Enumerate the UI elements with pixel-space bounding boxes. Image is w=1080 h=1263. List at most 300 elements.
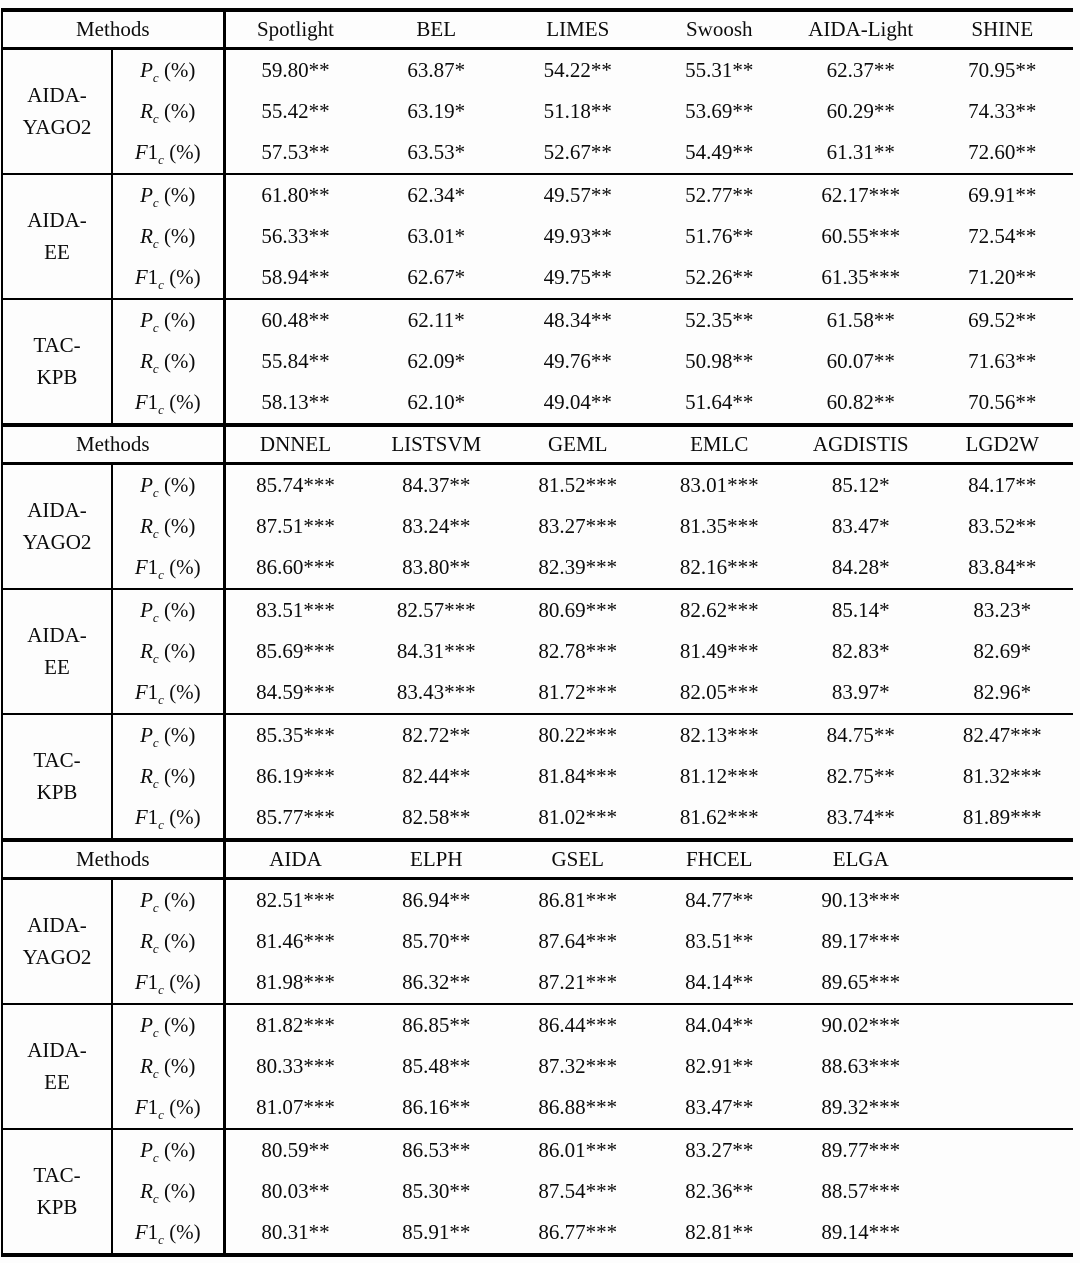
method-column-header: AIDA [224,840,366,879]
value-cell [932,879,1074,922]
metric-unit: (%) [163,970,201,994]
value-cell: 82.13*** [679,723,759,747]
metric-letter-plain: 1 [147,140,159,164]
metric-letter: P [140,723,153,747]
dataset-name-line: YAGO2 [22,944,92,969]
metric-subscript: c [152,1150,159,1166]
metric-unit: (%) [163,680,201,704]
metric-subscript: c [152,776,159,792]
value-cell: 54.22** [543,58,612,82]
metric-unit: (%) [158,308,196,332]
value-cell [932,1212,1074,1255]
value-cell: 69.52** [968,308,1037,332]
dataset-name-line: AIDA- [27,498,87,522]
metric-label-cell [112,1129,224,1171]
metric-letter-plain: 1 [147,1220,159,1244]
value-cell: 71.20** [968,265,1037,289]
metric-letter: P [140,888,153,912]
method-column-header: LGD2W [932,425,1074,464]
metric-letter: R [140,764,153,788]
metric-letter-plain: 1 [147,1095,159,1119]
value-cell: 84.28* [831,555,890,579]
value-cell [932,1087,1074,1129]
table-row [2,382,1073,423]
value-cell: 86.77*** [538,1220,618,1244]
metric-label-cell [112,756,224,797]
metric-unit: (%) [158,1179,196,1203]
value-cell: 49.04** [543,390,612,414]
value-cell: 81.72*** [538,680,618,704]
dataset-cell [2,1129,112,1255]
value-cell: 82.75** [826,764,895,788]
table-row [2,506,1073,547]
value-cell: 55.31** [685,58,754,82]
value-cell: 71.63** [968,349,1037,373]
value-cell: 80.03** [261,1179,330,1203]
dataset-cell [2,589,112,714]
dataset-name-line: EE [44,654,70,679]
value-cell: 82.44** [402,764,471,788]
value-cell: 84.31*** [396,639,476,663]
metric-unit: (%) [158,183,196,207]
metric-label-cell [112,382,224,423]
value-cell: 82.81** [685,1220,754,1244]
value-cell: 62.09* [407,349,466,373]
metric-label-cell [112,174,224,216]
table-row [2,91,1073,132]
methods-header-cell: Methods [2,840,224,879]
value-cell: 49.93** [543,224,612,248]
method-column-header: FHCEL [649,840,791,879]
value-cell: 83.84** [968,555,1037,579]
dataset-name-line: YAGO2 [22,114,92,139]
metric-unit: (%) [158,99,196,123]
dataset-name-line: AIDA- [27,1038,87,1062]
value-cell: 51.76** [685,224,754,248]
metric-letter: P [140,1013,153,1037]
value-cell: 82.39*** [538,555,618,579]
value-cell: 86.32** [402,970,471,994]
table-row [2,1046,1073,1087]
value-cell: 81.62*** [679,805,759,829]
metric-unit: (%) [158,224,196,248]
dataset-name-line: KPB [36,1194,78,1219]
table-row [2,49,1073,92]
metric-label-cell [112,1171,224,1212]
dataset-group [2,299,1073,423]
metric-subscript: c [152,900,159,916]
value-cell: 55.84** [261,349,330,373]
value-cell: 83.52** [968,514,1037,538]
value-cell: 62.17*** [821,183,901,207]
value-cell: 86.01*** [538,1138,618,1162]
value-cell: 83.51*** [256,598,335,622]
table-row [2,341,1073,382]
metric-unit: (%) [158,888,196,912]
metric-subscript: c [152,236,159,252]
table-row [2,797,1073,838]
value-cell: 81.52*** [538,473,618,497]
method-column-header: SHINE [932,10,1074,49]
value-cell: 83.47* [831,514,890,538]
metric-subscript: c [158,982,164,998]
method-column-header: LIMES [507,10,649,49]
value-cell: 88.57*** [821,1179,901,1203]
method-column-header: LISTSVM [366,425,508,464]
value-cell: 55.42** [261,99,330,123]
methods-header-cell: Methods [2,10,224,49]
value-cell: 89.77*** [821,1138,901,1162]
value-cell: 89.14*** [821,1220,901,1244]
value-cell: 83.23* [973,598,1032,622]
metric-label-cell [112,506,224,547]
metric-subscript: c [152,1025,159,1041]
value-cell: 85.69*** [256,639,335,663]
method-column-header: ELGA [790,840,932,879]
metric-unit: (%) [163,140,201,164]
value-cell: 84.37** [402,473,471,497]
value-cell: 86.19*** [256,764,335,788]
value-cell: 81.49*** [679,639,759,663]
value-cell: 62.10* [407,390,466,414]
dataset-group [2,464,1073,590]
metric-label-cell [112,49,224,92]
metric-subscript: c [152,195,159,211]
metric-unit: (%) [158,1138,196,1162]
value-cell: 80.69*** [538,598,618,622]
value-cell: 83.27*** [538,514,618,538]
metric-subscript: c [152,70,159,86]
value-cell: 62.37** [826,58,895,82]
dataset-cell [2,1004,112,1129]
metric-subscript: c [152,526,159,542]
value-cell: 82.47*** [962,723,1042,747]
value-cell: 87.21*** [538,970,618,994]
metric-unit: (%) [158,349,196,373]
metric-letter-plain: 1 [147,555,159,579]
metric-subscript: c [152,1191,159,1207]
value-cell: 52.26** [685,265,754,289]
metric-letter-plain: 1 [147,805,159,829]
metric-letter: F [134,1220,148,1244]
value-cell: 89.17*** [821,929,901,953]
value-cell [932,1046,1074,1087]
metric-label-cell [112,91,224,132]
table-row [2,257,1073,299]
value-cell: 81.84*** [538,764,618,788]
metric-label-cell [112,1087,224,1129]
metric-unit: (%) [163,555,201,579]
value-cell: 52.77** [685,183,754,207]
dataset-group [2,879,1073,1005]
value-cell: 85.12* [831,473,890,497]
metric-label-cell [112,589,224,631]
metric-subscript: c [152,361,159,377]
value-cell: 53.69** [685,99,754,123]
metric-label-cell [112,341,224,382]
dataset-group [2,174,1073,299]
metric-subscript: c [158,1107,164,1123]
metric-unit: (%) [163,1095,201,1119]
metric-label-cell [112,547,224,589]
value-cell: 85.91** [402,1220,471,1244]
value-cell: 81.46*** [256,929,335,953]
table-row [2,1171,1073,1212]
value-cell: 80.31** [261,1220,330,1244]
value-cell: 61.58** [826,308,895,332]
metric-subscript: c [158,277,164,293]
table-row [2,1004,1073,1046]
value-cell: 49.76** [543,349,612,373]
value-cell: 83.74** [826,805,895,829]
value-cell: 80.33*** [256,1054,335,1078]
value-cell: 84.14** [685,970,754,994]
metric-unit: (%) [163,1220,201,1244]
metric-letter: F [134,970,148,994]
metric-letter-plain: 1 [147,970,159,994]
value-cell: 82.83* [831,639,890,663]
metric-label-cell [112,132,224,174]
methods-header-cell: Methods [2,425,224,464]
value-cell: 87.54*** [538,1179,618,1203]
dataset-group [2,714,1073,838]
value-cell: 83.51** [685,929,754,953]
value-cell: 87.51*** [256,514,335,538]
value-cell: 60.29** [826,99,895,123]
value-cell: 82.62*** [679,598,759,622]
dataset-name-line: TAC- [33,748,81,772]
value-cell: 62.34* [407,183,466,207]
dataset-name-line: KPB [36,779,78,804]
dataset-group [2,589,1073,714]
value-cell: 69.91** [968,183,1037,207]
value-cell: 48.34** [543,308,612,332]
method-column-header: Swoosh [649,10,791,49]
value-cell: 60.48** [261,308,330,332]
metric-label-cell [112,962,224,1004]
value-cell: 74.33** [968,99,1037,123]
metric-letter: P [140,473,153,497]
value-cell: 86.44*** [538,1013,618,1037]
value-cell: 87.32*** [538,1054,618,1078]
value-cell: 90.02*** [821,1013,901,1037]
metric-label-cell [112,921,224,962]
metric-letter: R [140,224,153,248]
metric-letter-plain: 1 [147,265,159,289]
value-cell: 81.32*** [962,764,1042,788]
metric-subscript: c [158,692,164,708]
metric-label-cell [112,879,224,922]
table-row [2,174,1073,216]
metric-letter: F [134,265,148,289]
value-cell: 85.48** [402,1054,471,1078]
metric-subscript: c [158,152,164,168]
value-cell [932,921,1074,962]
metric-subscript: c [152,320,159,336]
metric-unit: (%) [158,1013,196,1037]
value-cell: 58.94** [261,265,330,289]
table-blocks [0,8,1080,1257]
metric-subscript: c [152,651,159,667]
table-row [2,631,1073,672]
value-cell: 63.87* [407,58,466,82]
value-cell: 82.36** [685,1179,754,1203]
metric-subscript: c [158,817,164,833]
value-cell: 63.01* [407,224,466,248]
block-header-row [2,840,1073,879]
value-cell: 82.05*** [679,680,759,704]
table-row [2,879,1073,922]
value-cell: 70.95** [968,58,1037,82]
dataset-name-line: YAGO2 [22,529,92,554]
method-column-header: BEL [366,10,508,49]
value-cell [932,1004,1074,1046]
table-row [2,132,1073,174]
metric-letter: R [140,349,153,373]
value-cell: 82.69* [973,639,1032,663]
value-cell: 51.18** [543,99,612,123]
value-cell: 58.13** [261,390,330,414]
value-cell: 81.98*** [256,970,335,994]
method-column-header: GSEL [507,840,649,879]
value-cell: 85.74*** [256,473,335,497]
value-cell: 83.01*** [679,473,759,497]
value-cell [932,1171,1074,1212]
metric-label-cell [112,1212,224,1255]
dataset-cell [2,464,112,590]
value-cell: 49.75** [543,265,612,289]
metric-label-cell [112,299,224,341]
value-cell: 84.17** [968,473,1037,497]
table-row [2,1129,1073,1171]
metric-letter: P [140,308,153,332]
value-cell: 57.53** [261,140,330,164]
value-cell: 72.60** [968,140,1037,164]
value-cell: 82.16*** [679,555,759,579]
value-cell: 72.54** [968,224,1037,248]
metric-label-cell [112,1046,224,1087]
table-row [2,464,1073,507]
value-cell: 54.49** [685,140,754,164]
value-cell: 81.35*** [679,514,759,538]
methods-table-block-1 [1,8,1073,423]
table-row [2,1212,1073,1255]
value-cell: 82.51*** [256,888,335,912]
metric-subscript: c [158,567,164,583]
value-cell: 70.56** [968,390,1037,414]
metric-label-cell [112,714,224,756]
metric-letter: R [140,99,153,123]
metric-unit: (%) [158,598,196,622]
value-cell: 83.24** [402,514,471,538]
metric-label-cell [112,216,224,257]
metric-unit: (%) [158,1054,196,1078]
value-cell: 83.27** [685,1138,754,1162]
value-cell: 85.35*** [256,723,335,747]
value-cell: 82.57*** [396,598,476,622]
value-cell: 85.14* [831,598,890,622]
metric-letter: R [140,1054,153,1078]
value-cell: 85.70** [402,929,471,953]
value-cell: 80.59** [261,1138,330,1162]
block-header-row [2,10,1073,49]
value-cell: 90.13*** [821,888,901,912]
value-cell: 83.43*** [396,680,476,704]
value-cell: 61.80** [261,183,330,207]
value-cell: 87.64*** [538,929,618,953]
metric-letter: P [140,598,153,622]
value-cell: 82.58** [402,805,471,829]
method-column-header: DNNEL [224,425,366,464]
value-cell: 84.04** [685,1013,754,1037]
dataset-name-line: AIDA- [27,623,87,647]
value-cell: 80.22*** [538,723,618,747]
metric-subscript: c [158,402,164,418]
value-cell: 82.78*** [538,639,618,663]
metric-label-cell [112,257,224,299]
dataset-name-line: EE [44,239,70,264]
method-column-header: AGDISTIS [790,425,932,464]
value-cell: 62.67* [407,265,466,289]
value-cell: 82.91** [685,1054,754,1078]
metric-label-cell [112,797,224,838]
value-cell: 84.77** [685,888,754,912]
dataset-group [2,49,1073,175]
value-cell: 86.81*** [538,888,618,912]
metric-letter-plain: 1 [147,680,159,704]
metric-label-cell [112,464,224,507]
metric-subscript: c [152,735,159,751]
metric-label-cell [112,1004,224,1046]
value-cell: 81.89*** [962,805,1042,829]
value-cell: 52.67** [543,140,612,164]
value-cell: 52.35** [685,308,754,332]
value-cell: 86.88*** [538,1095,618,1119]
method-column-header: GEML [507,425,649,464]
methods-table-block-2 [1,423,1073,838]
metric-subscript: c [152,1066,159,1082]
metric-letter: R [140,514,153,538]
value-cell: 81.12*** [679,764,759,788]
value-cell: 60.07** [826,349,895,373]
metric-unit: (%) [158,473,196,497]
metric-subscript: c [152,485,159,501]
metric-subscript: c [152,610,159,626]
metric-unit: (%) [158,514,196,538]
value-cell: 86.94** [402,888,471,912]
value-cell: 81.07*** [256,1095,335,1119]
dataset-name-line: AIDA- [27,913,87,937]
metric-subscript: c [152,111,159,127]
value-cell: 89.65*** [821,970,901,994]
value-cell: 85.30** [402,1179,471,1203]
metric-unit: (%) [163,265,201,289]
method-column-header [932,840,1074,879]
metric-unit: (%) [158,58,196,82]
value-cell: 50.98** [685,349,754,373]
metric-letter: R [140,929,153,953]
dataset-group [2,1004,1073,1129]
dataset-name-line: AIDA- [27,83,87,107]
metric-letter: P [140,1138,153,1162]
table-row [2,921,1073,962]
table-row [2,547,1073,589]
value-cell [932,962,1074,1004]
metric-label-cell [112,672,224,714]
value-cell: 81.02*** [538,805,618,829]
table-row [2,714,1073,756]
dataset-group [2,1129,1073,1255]
